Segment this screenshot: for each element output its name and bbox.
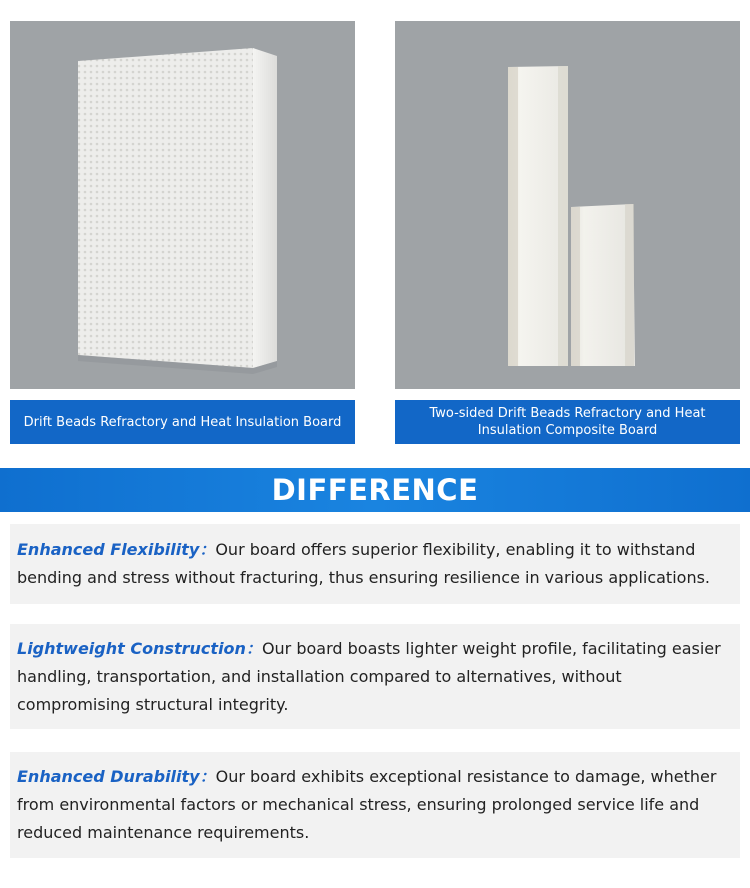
feature-description: Our board boasts lighter weight profile, facilitating easier handling, transportation, and installation compared to alternatives, without compromising structural integrity. bbox=[17, 639, 721, 714]
feature-card-lightweight bbox=[10, 624, 740, 729]
feature-description: Our board offers superior flexibility, enabling it to withstand bending and stress without fracturing, thus ensuring resilience in various applications. bbox=[17, 540, 710, 587]
feature-card-durability bbox=[10, 752, 740, 858]
feature-title: Lightweight Construction： bbox=[17, 639, 262, 658]
section-heading-band bbox=[0, 468, 750, 512]
product-caption: Two-sided Drift Beads Refractory and Heat Insulation Composite Board bbox=[395, 400, 740, 444]
product-photo-composite-board bbox=[395, 21, 740, 389]
composite-board-illustration bbox=[395, 21, 740, 389]
section-heading: DIFFERENCE bbox=[271, 473, 479, 507]
feature-title: Enhanced Durability： bbox=[17, 767, 216, 786]
product-photo-board bbox=[10, 21, 355, 389]
feature-title: Enhanced Flexibility： bbox=[17, 540, 216, 559]
product-caption: Drift Beads Refractory and Heat Insulation Board bbox=[10, 400, 355, 444]
feature-description: Our board exhibits exceptional resistance to damage, whether from environmental factors or mechanical stress, ensuring prolonged service life and reduced maintenance requirements. bbox=[17, 767, 717, 842]
board-illustration bbox=[10, 21, 355, 389]
feature-card-flexibility bbox=[10, 524, 740, 604]
